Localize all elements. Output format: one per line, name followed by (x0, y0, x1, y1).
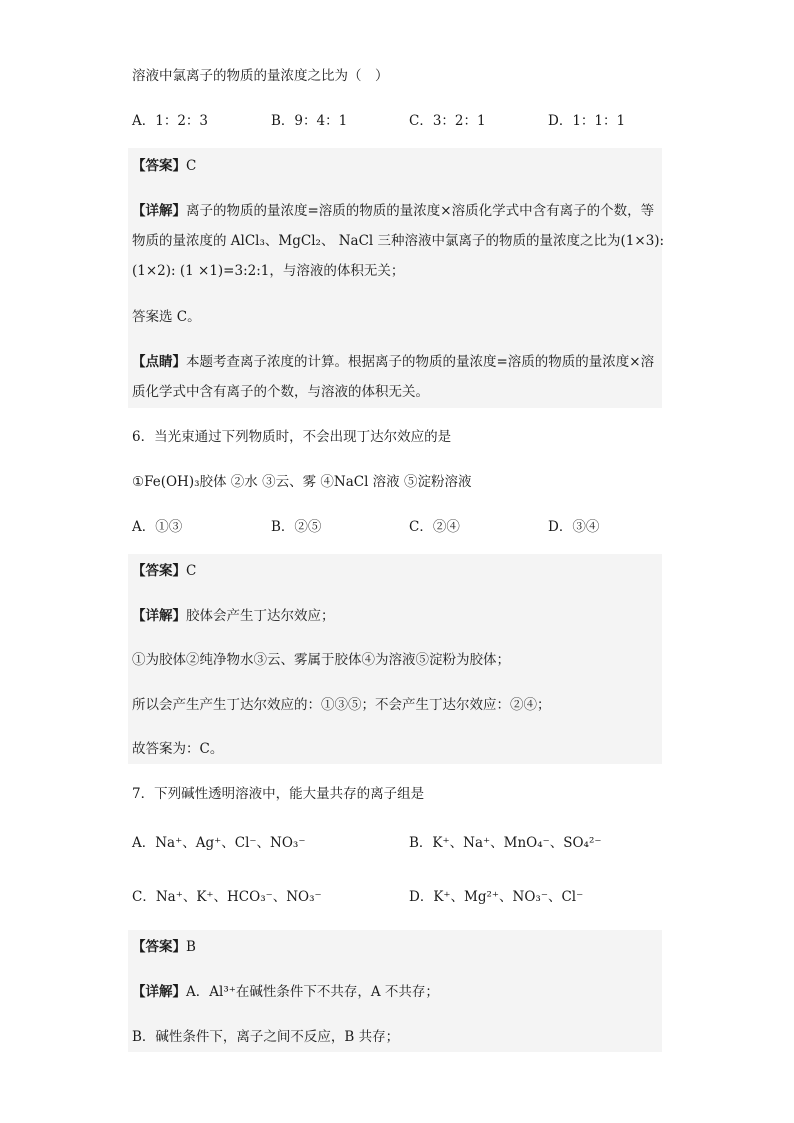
q6-items: ①Fe(OH)₃胶体 ②水 ③云、雾 ④NaCl 溶液 ⑤淀粉溶液 (132, 474, 472, 490)
q7-detail-line-1 (132, 982, 439, 1002)
answer-value: B (186, 939, 196, 955)
q6-option-a: A．①③ (132, 519, 183, 535)
q7-answer (132, 937, 196, 957)
detail-text: A．Al³⁺在碱性条件下不共存，A 不共存； (186, 984, 439, 1000)
detail-text: 胶体会产生丁达尔效应； (186, 608, 335, 624)
q6-detail-line-3: 所以会产生产生丁达尔效应的：①③⑤；不会产生丁达尔效应：②④； (132, 697, 551, 713)
q6-option-b: B．②⑤ (271, 519, 322, 535)
detail-tag: 【详解】 (132, 203, 186, 219)
answer-tag: 【答案】 (132, 158, 186, 174)
q5-option-b: B．9：4：1 (271, 113, 348, 129)
detail-text: 离子的物质的量浓度=溶质的物质的量浓度×溶质化学式中含有离子的个数，等 (186, 203, 655, 219)
detail-tag: 【详解】 (132, 608, 186, 624)
point-text: 本题考查离子浓度的计算。根据离子的物质的量浓度=溶质的物质的量浓度×溶 (186, 354, 655, 370)
q5-detail-line-1 (132, 201, 654, 221)
q7-option-d: D．K⁺、Mg²⁺、NO₃⁻、Cl⁻ (409, 889, 584, 905)
answer-value: C (186, 563, 197, 579)
q7-option-c: C．Na⁺、K⁺、HCO₃⁻、NO₃⁻ (132, 889, 322, 905)
q6-detail-line-2: ①为胶体②纯净物水③云、雾属于胶体④为溶液⑤淀粉为胶体； (132, 652, 510, 668)
q5-point-line-2: 质化学式中含有离子的个数，与溶液的体积无关。 (132, 384, 429, 400)
q7-detail-line-2: B．碱性条件下，离子之间不反应，B 共存； (132, 1029, 400, 1045)
q5-stem-tail: 溶液中氯离子的物质的量浓度之比为（ ） (132, 68, 389, 84)
answer-tag: 【答案】 (132, 939, 186, 955)
q5-point-line-1 (132, 352, 654, 372)
q5-choose: 答案选 C。 (132, 309, 201, 325)
q6-stem: 6．当光束通过下列物质时，不会出现丁达尔效应的是 (132, 429, 452, 445)
q6-option-d: D．③④ (548, 519, 600, 535)
q6-answer (132, 561, 196, 581)
q7-option-b: B．K⁺、Na⁺、MnO₄⁻、SO₄²⁻ (409, 835, 602, 851)
answer-tag: 【答案】 (132, 563, 186, 579)
answer-value: C (186, 158, 197, 174)
q5-detail-line-3: (1×2): (1 ×1)=3:2:1，与溶液的体积无关； (132, 263, 405, 279)
q5-answer (132, 156, 196, 176)
q5-option-a: A．1：2：3 (132, 113, 209, 129)
q5-option-c: C．3：2：1 (409, 113, 486, 129)
q6-detail-line-4: 故答案为：C。 (132, 741, 224, 757)
q7-option-a: A．Na⁺、Ag⁺、Cl⁻、NO₃⁻ (132, 835, 306, 851)
detail-tag: 【详解】 (132, 984, 186, 1000)
q6-detail-line-1 (132, 606, 335, 626)
q7-stem: 7．下列碱性透明溶液中，能大量共存的离子组是 (132, 786, 425, 802)
q6-option-c: C．②④ (409, 519, 460, 535)
point-tag: 【点睛】 (132, 354, 186, 370)
q5-option-d: D．1：1：1 (548, 113, 626, 129)
q5-detail-line-2: 物质的量浓度的 AlCl₃、MgCl₂、 NaCl 三种溶液中氯离子的物质的量浓度之比为(1×3): (132, 233, 665, 249)
